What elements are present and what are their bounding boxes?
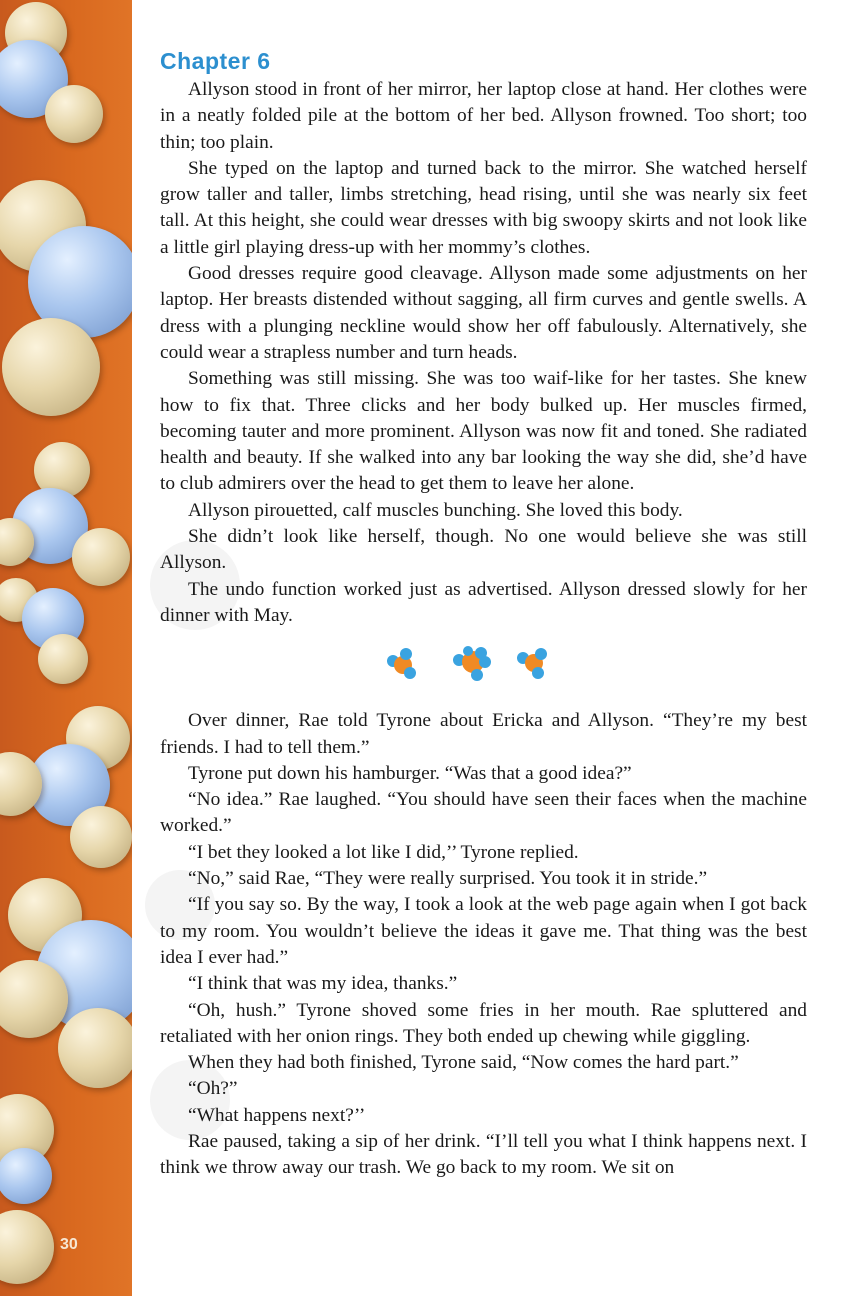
paragraph: “What happens next?’’ (188, 1104, 366, 1126)
paragraph: Tyrone put down his hamburger. “Was that a good idea?” (188, 762, 632, 784)
paragraph: Rae paused, taking a sip of her drink. “I’ll tell you what I think happens next. I think we throw away our trash. We go back to my room. We sit on (160, 1130, 807, 1179)
paragraph: Allyson stood in front of her mirror, her laptop close at hand. Her clothes were in a neatly folded pile at the bottom of her bed. Allyson frowned. Too short; too thin; too plain. (160, 79, 807, 153)
paragraph: “Oh?” (188, 1078, 238, 1100)
molecule-divider (385, 645, 555, 685)
paragraph: “Oh, hush.” Tyrone shoved some fries in her mouth. Rae spluttered and retaliated with her onion rings. They both ended up chewing while giggling. (160, 999, 807, 1047)
page-number: 30 (60, 1236, 78, 1253)
paragraph: The undo function worked just as advertised. Allyson dressed slowly for her dinner with May. (160, 578, 807, 626)
atom-sphere (58, 1008, 132, 1088)
paragraph: She didn’t look like herself, though. No one would believe she was still Allyson. (160, 526, 807, 574)
sidebar-decoration (0, 0, 132, 1296)
atom-sphere (0, 1148, 52, 1204)
paragraph: Allyson pirouetted, calf muscles bunching. She loved this body. (188, 499, 683, 521)
molecule-icon (453, 646, 491, 681)
paragraph: “I bet they looked a lot like I did,’’ Tyrone replied. (188, 841, 579, 863)
atom-sphere (70, 806, 132, 868)
paragraph: “I think that was my idea, thanks.” (188, 973, 458, 995)
paragraph: “If you say so. By the way, I took a look at the web page again when I got back to my room. You wouldn’t believe the ideas it gave me. That thing was the best idea I ever had.” (160, 894, 807, 968)
molecule-icon (517, 648, 547, 679)
molecule-icon (387, 648, 416, 679)
chapter-title: Chapter 6 (160, 48, 271, 74)
paragraph: She typed on the laptop and turned back to the mirror. She watched herself grow taller and taller, limbs stretching, head rising, until she was nearly six feet tall. At this height, she could wear dresses with big swoopy skirts and not look like a little girl playing dress-up with her mommy’s clothes. (160, 157, 807, 258)
paragraph: “No,” said Rae, “They were really surprised. You took it in stride.” (188, 868, 708, 890)
atom-sphere (38, 634, 88, 684)
atom-sphere (0, 1210, 54, 1284)
paragraph: When they had both finished, Tyrone said, “Now comes the hard part.” (188, 1052, 739, 1074)
page-content (160, 48, 807, 1182)
paragraph: Over dinner, Rae told Tyrone about Ericka and Allyson. “They’re my best friends. I had to tell them.” (160, 710, 807, 758)
paragraph: Good dresses require good cleavage. Allyson made some adjustments on her laptop. Her breasts distended without sagging, all firm curves and gentle swells. A dress with a plunging neckline would show her off fabulously. Alternatively, she could wear a strapless number and turn heads. (160, 263, 807, 363)
atom-sphere (72, 528, 130, 586)
section-divider (160, 637, 807, 703)
paragraph: “No idea.” Rae laughed. “You should have seen their faces when the machine worked.” (160, 789, 807, 837)
paragraph: Something was still missing. She was too waif-like for her tastes. She knew how to fix that. Three clicks and her body bulked up. Her muscles firmed, becoming tauter and more prominent. Allyson was now fit and toned. She radiated health and beauty. If she walked into any bar looking the way she did, she’d have to club admirers over the head to get them to leave her alone. (160, 368, 807, 495)
atom-sphere (2, 318, 100, 416)
atom-sphere (45, 85, 103, 143)
